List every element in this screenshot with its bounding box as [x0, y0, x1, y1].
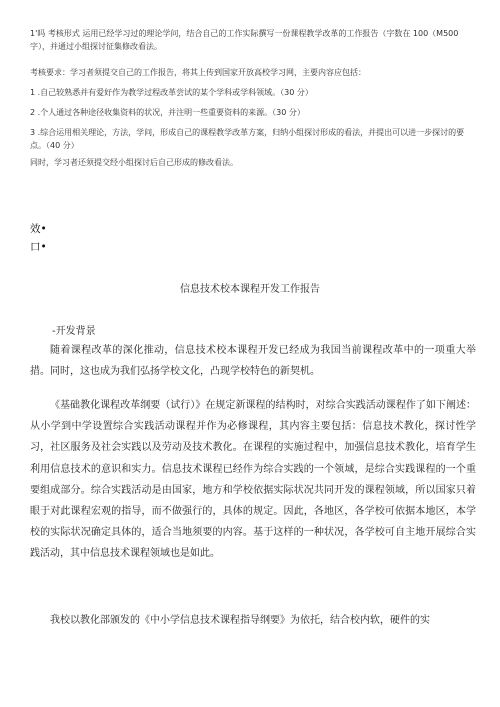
- assignment-item-2: 2 .个人通过各种途径收集资料的状况，并注明一些重要资料的来源。（30 分）: [30, 108, 305, 117]
- report-title: 信息技术校本课程开发工作报告: [180, 284, 320, 295]
- section-heading: -开发背景: [52, 326, 96, 337]
- mark-a: 效•: [30, 223, 47, 235]
- assignment-form-line: 1'吗 考核形式 运用已经学习过的理论学问，结合自己的工作实际撰写一份课程教学改革的工作报告（字数在 100（M500字），并通过小组探讨征集修改看法。: [30, 29, 459, 51]
- mark-b: 口•: [30, 241, 47, 253]
- assignment-item-1: 1 .自己较熟悉并有爱好作为教学过程改革尝试的某个学科或学科领域。（30 分）: [30, 88, 313, 97]
- body-paragraph: 我校以教化部颁发的《中小学信息技术课程指导纲要》为依托，结合校内软，硬件的实: [50, 615, 430, 626]
- assignment-note-line: 同时，学习者还须提交经小组探讨后自己形成的修改看法。: [30, 158, 238, 167]
- assignment-requirements-line: 考核要求：学习者须提交自己的工作报告，将其上传到国家开放高校学习网，主要内容应包括：: [30, 68, 366, 77]
- body-paragraph: 《基础教化课程改革纲要（试行）》在规定新课程的结构时，对综合实践活动课程作了如下阐述：从小学到中学设置综合实践活动课程并作为必修课程，其内容主要包括：信息技术教化，探讨性学习，社区服务及社会实践以及劳动及技术教化。在课程的实施过程中，加强信息技术教化，培育学生利用信息技术的意识和实力。信息技术课程已经作为综合实践的一个领域，是综合实践课程的一个重要组成部分。综合实践活动是由国家，地方和学校依据实际状况共同开发的课程领域，所以国家只着眼于对此课程宏观的指导，而不做强行的，具体的规定。因此，各地区，各学校可依据本地区，本学校的实际状况确定具体的，适合当地须要的内容。基于这样的一种状况，各学校可自主地开展综合实践活动，其中信息技术课程领域也是如此。: [30, 400, 476, 560]
- body-paragraph: 随着课程改革的深化推动，信息技术校本课程开发已经成为我国当前课程改革中的一项重大举措。同时，这也成为我们弘扬学校文化，凸现学校特色的新契机。: [30, 345, 476, 378]
- assignment-item-3: 3 .综合运用相关理论，方法，学问，形成自己的课程教学改革方案，归纳小组探讨形成的看法，并提出可以进一步探讨的要点。（40 分）: [30, 128, 465, 150]
